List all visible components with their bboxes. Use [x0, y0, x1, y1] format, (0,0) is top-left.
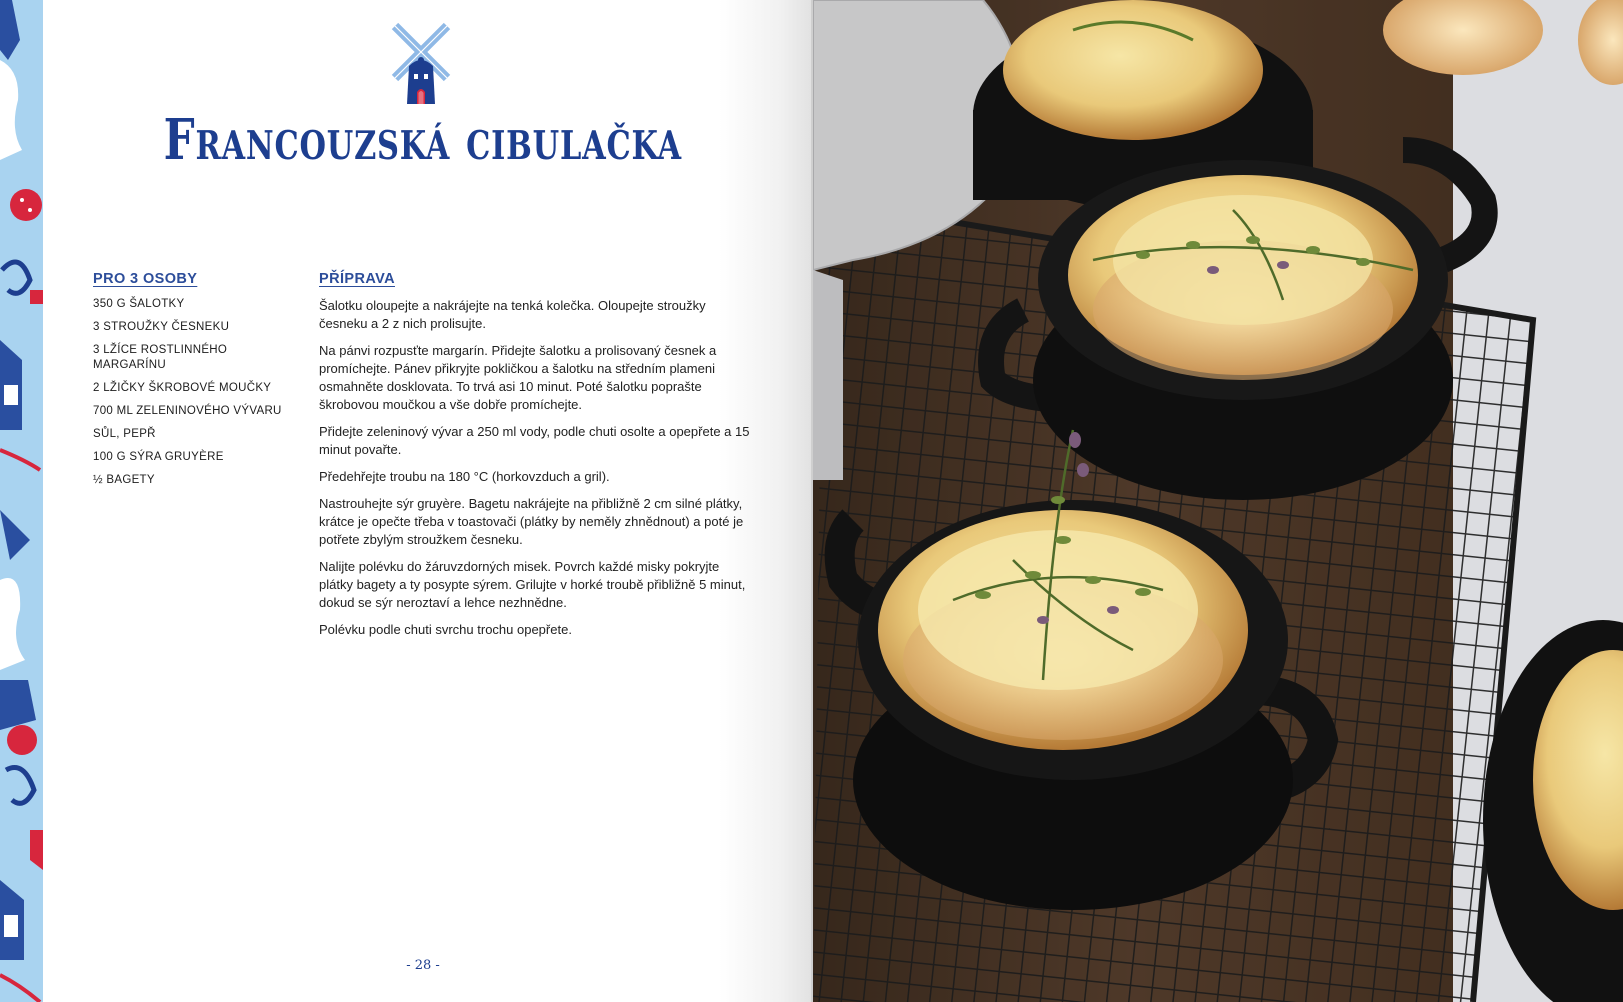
ingredient-item: 350 G ŠALOTKY — [93, 298, 185, 310]
decorative-pattern-strip — [0, 0, 43, 1002]
page-number: - 28 - — [406, 958, 440, 973]
preparation-step: Předehřejte troubu na 180 °C (horkovzduch a gril). — [319, 469, 610, 484]
preparation-step: Přidejte zeleninový vývar a 250 ml vody, podle chuti osolte a opepřete a 15 minut povařte. — [319, 424, 750, 457]
ingredient-item: 700 ML ZELENINOVÉHO VÝVARU — [93, 405, 282, 417]
ingredient-item: SŮL, PEPŘ — [93, 428, 156, 440]
ingredient-item: 3 STROUŽKY ČESNEKU — [93, 321, 230, 333]
preparation-step: Na pánvi rozpusťte margarín. Přidejte šalotku a prolisovaný česnek a promíchejte. Pánev přikryjte pokličkou a šalotku na středním plameni osmahněte dosklovata. To trvá asi 10 minut. Poté šalotku poprašte škrobovou moučkou a vše dobře promíchejte. — [319, 343, 717, 412]
ingredient-item: 3 LŽÍCE ROSTLINNÉHO MARGARÍNU — [93, 344, 228, 371]
preparation-step: Nalijte polévku do žáruvzdorných misek. Povrch každé misky pokryjte plátky bagety a ty posypte sýrem. Grilujte v horké troubě přibližně 5 minut, dokud se sýr neroztaví a lehce nezhnědne. — [319, 559, 746, 610]
ingredient-item: ½ BAGETY — [93, 474, 155, 486]
page-title: Francouzská cibulačka — [163, 107, 682, 173]
preparation-step: Polévku podle chuti svrchu trochu opepřete. — [319, 622, 572, 637]
servings-heading: PRO 3 OSOBY — [93, 271, 198, 287]
ingredient-item: 2 LŽIČKY ŠKROBOVÉ MOUČKY — [93, 382, 272, 394]
ingredient-list — [93, 297, 288, 496]
recipe-page — [43, 0, 811, 1002]
windmill-icon — [389, 22, 453, 108]
preparation-heading: PŘÍPRAVA — [319, 271, 395, 287]
recipe-photo — [813, 0, 1623, 1002]
preparation-step: Nastrouhejte sýr gruyère. Bagetu nakrájejte na přibližně 2 cm silné plátky, krátce je opečte třeba v toastovači (plátky by neměly zhnědnout) a poté je potřete zbylým stroužkem česneku. — [319, 496, 744, 547]
preparation-step: Šalotku oloupejte a nakrájejte na tenká kolečka. Oloupejte stroužky česneku a 2 z nich prolisujte. — [319, 298, 706, 331]
preparation-steps — [319, 297, 751, 648]
ingredient-item: 100 G SÝRA GRUYÈRE — [93, 451, 224, 463]
